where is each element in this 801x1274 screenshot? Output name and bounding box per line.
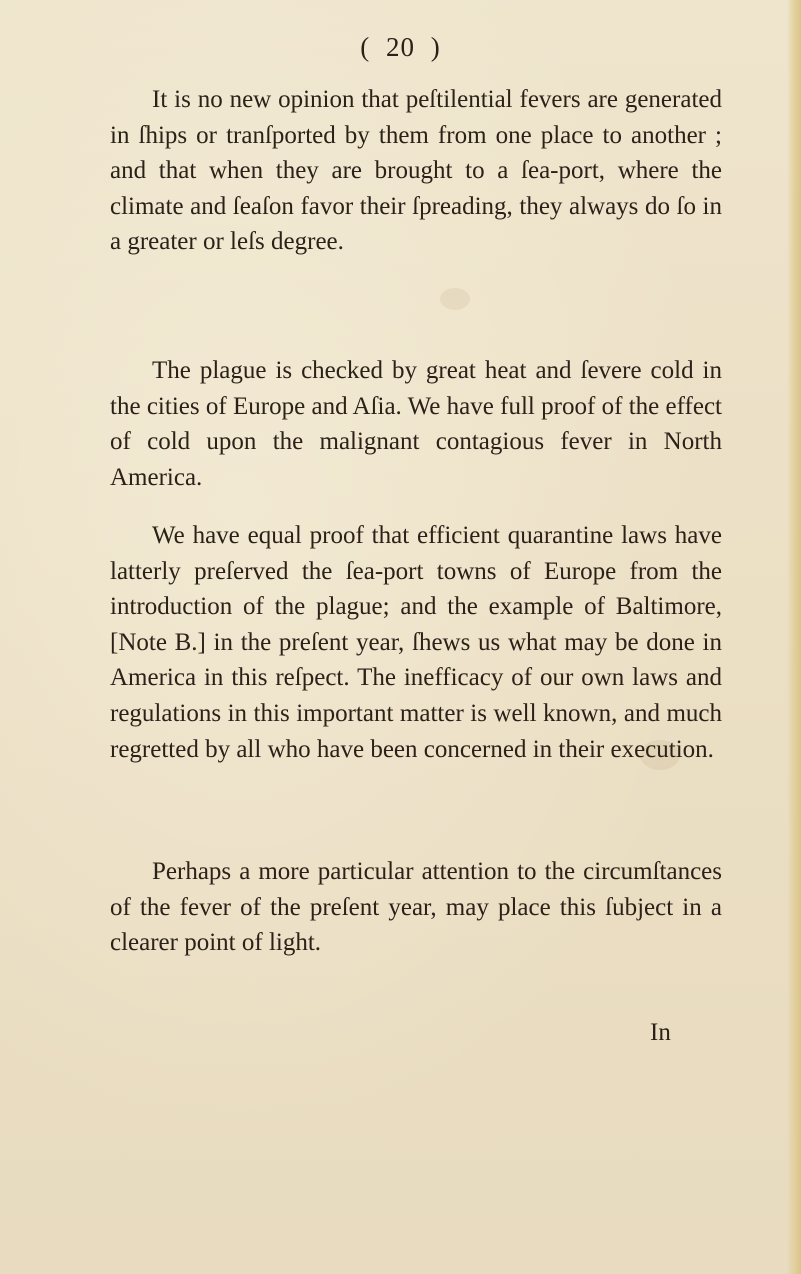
paragraph-text: We have equal proof that efficient quarantine laws have latterly preſerved the ſea-port towns of Europe from the introduction of the plague; and the example of Baltimore, [Note B.] in the preſent year, ſhews us what may be done in America in this reſpect. The inefficacy of our own laws and regulations in this important matter is well known, and much regretted by all who have been concerned in their execution. [110,522,722,763]
paper-stain [440,288,470,310]
catchword: In [650,1019,671,1046]
paragraph-4 [110,854,722,961]
paragraph-text: It is no new opinion that peſtilential fevers are generated in ſhips or tranſported by them from one place to another ; and that when they are brought to a ſea-port, where the climate and ſeaſon favor their ſpreading, they always do ſo in a greater or leſs degree. [110,86,722,256]
paragraph-text: Perhaps a more particular attention to the circumſtances of the fever of the preſent year, may place this ſubject in a clearer point of light. [110,858,722,957]
page-edge [787,0,801,1274]
paragraph-text: The plague is checked by great heat and ſevere cold in the cities of Europe and Aſia. We have full proof of the effect of cold upon the malignant contagious fever in North America. [110,357,722,491]
page-number: ( 20 ) [360,32,441,62]
paragraph-1 [110,82,722,260]
paragraph-3 [110,518,722,767]
paragraph-2 [110,353,722,495]
